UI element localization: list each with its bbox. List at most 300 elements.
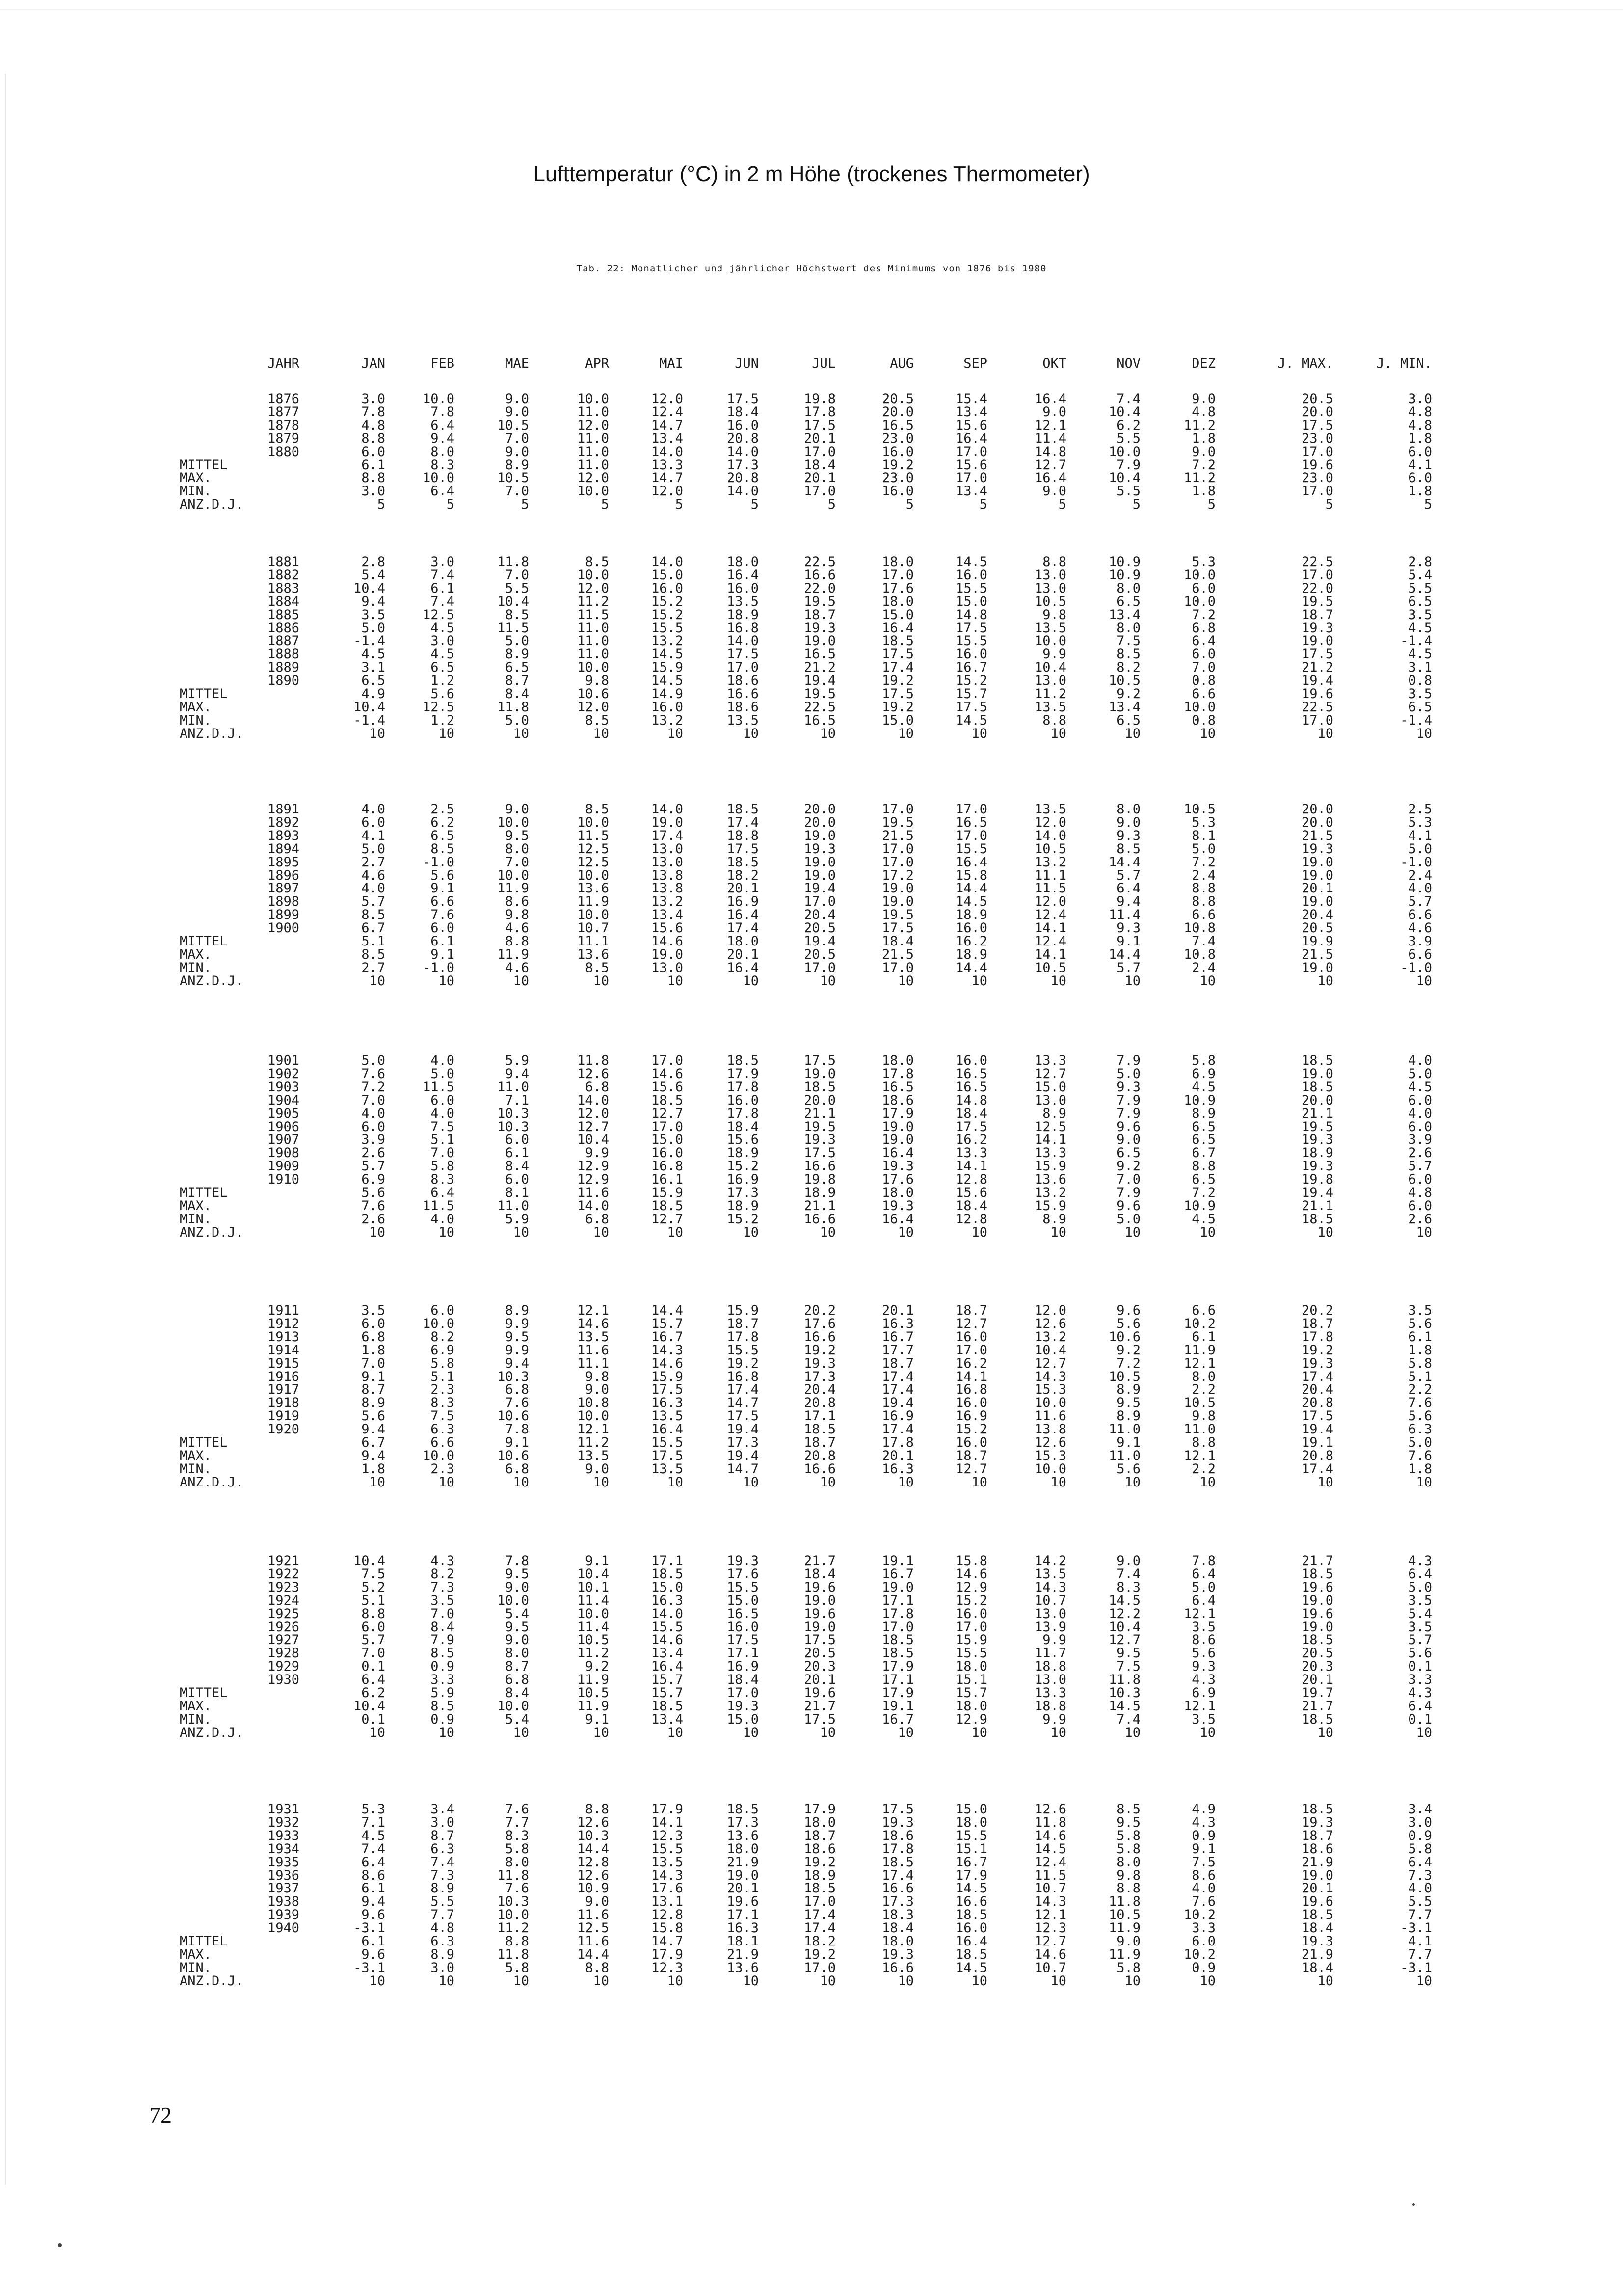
summary-value: 15.6: [955, 1185, 987, 1200]
year-cell: 1913: [267, 1329, 299, 1345]
month-value: 6.5: [1192, 1119, 1216, 1134]
month-value: 17.9: [803, 1802, 836, 1817]
annual-max-value: 17.4: [1301, 1369, 1333, 1384]
month-value: 17.0: [955, 444, 987, 459]
month-value: 14.5: [651, 647, 683, 662]
summary-value: 19.6: [803, 1685, 836, 1701]
month-value: 19.6: [803, 1606, 836, 1621]
month-value: 13.5: [1034, 620, 1066, 636]
summary-value: 7.2: [1192, 1185, 1216, 1200]
summary-value: 3.5: [1192, 1711, 1216, 1727]
summary-label: MITTEL: [180, 1934, 228, 1949]
month-value: 6.0: [361, 1619, 385, 1635]
month-value: 15.2: [955, 673, 987, 689]
summary-value: 20.8: [726, 470, 759, 486]
month-value: 13.8: [1034, 1422, 1066, 1437]
summary-value: 6.2: [361, 1685, 385, 1701]
annual-max-value: 20.1: [1301, 1672, 1333, 1688]
month-value: 17.5: [651, 1382, 683, 1398]
summary-annual-min: 7.7: [1408, 1946, 1432, 1962]
month-value: 13.8: [651, 881, 683, 896]
month-value: 6.9: [1192, 1066, 1216, 1081]
month-value: 11.0: [1183, 1422, 1216, 1437]
month-value: 16.6: [881, 1881, 914, 1896]
annual-min-value: 3.9: [1408, 1132, 1432, 1148]
summary-value: 15.5: [651, 1435, 683, 1450]
month-value: 17.6: [726, 1566, 759, 1582]
month-value: 14.6: [955, 1566, 987, 1582]
year-cell: 1879: [267, 431, 299, 446]
month-value: 12.4: [1034, 907, 1066, 923]
month-value: 10.1: [577, 1579, 609, 1595]
summary-row: [0, 485, 1623, 498]
summary-value: 10: [1199, 726, 1216, 741]
summary-annual-min: 10: [1416, 1474, 1432, 1490]
year-cell: 1876: [267, 391, 299, 406]
summary-value: 15.0: [881, 712, 914, 728]
month-value: 11.5: [422, 1079, 454, 1095]
page-number: 72: [149, 2103, 172, 2128]
table-row: [0, 568, 1623, 582]
month-value: 5.8: [430, 1159, 454, 1174]
summary-label: MIN.: [180, 484, 212, 499]
year-cell: 1900: [267, 920, 299, 936]
month-value: 6.0: [505, 1172, 529, 1188]
month-value: 14.0: [726, 444, 759, 459]
month-value: 20.5: [881, 391, 914, 406]
year-cell: 1884: [267, 594, 299, 609]
summary-value: 12.9: [955, 1711, 987, 1727]
table-row: [0, 648, 1623, 661]
summary-annual-max: 21.7: [1301, 1698, 1333, 1714]
summary-value: 6.1: [430, 934, 454, 949]
summary-annual-min: -1.0: [1400, 960, 1432, 975]
month-value: 12.7: [1034, 1066, 1066, 1081]
summary-label: MITTEL: [180, 1185, 228, 1200]
month-value: 9.3: [1192, 1659, 1216, 1675]
summary-value: 14.1: [1034, 946, 1066, 962]
header-month-feb: FEB: [430, 356, 454, 371]
month-value: 10.3: [497, 1106, 529, 1121]
month-value: 16.4: [651, 1422, 683, 1437]
year-cell: 1937: [267, 1881, 299, 1896]
summary-value: 10: [1124, 973, 1141, 989]
summary-value: 19.2: [803, 1946, 836, 1962]
summary-value: 13.4: [955, 484, 987, 499]
summary-value: 20.8: [803, 1448, 836, 1463]
summary-value: 18.0: [726, 934, 759, 949]
annual-max-value: 19.0: [1301, 854, 1333, 870]
summary-value: 19.3: [726, 1698, 759, 1714]
summary-label: MITTEL: [180, 1685, 228, 1701]
annual-min-value: 2.8: [1408, 554, 1432, 569]
year-cell: 1915: [267, 1355, 299, 1371]
table-row: [0, 1908, 1623, 1921]
summary-value: 19.3: [881, 1946, 914, 1962]
summary-value: 16.0: [651, 699, 683, 715]
month-value: 8.9: [1117, 1382, 1141, 1398]
annual-max-value: 18.5: [1301, 1566, 1333, 1582]
month-value: 6.3: [430, 1841, 454, 1857]
month-value: 4.0: [1192, 1881, 1216, 1896]
summary-value: 17.3: [726, 1435, 759, 1450]
annual-min-value: 7.6: [1408, 1395, 1432, 1411]
month-value: 17.3: [803, 1369, 836, 1384]
summary-annual-max: 19.7: [1301, 1685, 1333, 1701]
month-value: 4.0: [361, 881, 385, 896]
month-value: 17.5: [726, 841, 759, 857]
month-value: 18.2: [726, 867, 759, 883]
month-value: 17.0: [881, 802, 914, 817]
month-value: 14.8: [955, 1092, 987, 1108]
month-value: 9.4: [361, 1894, 385, 1910]
month-value: 8.9: [1117, 1408, 1141, 1424]
summary-value: 11.6: [577, 1185, 609, 1200]
month-value: 6.5: [430, 660, 454, 675]
summary-value: 10: [369, 1725, 385, 1740]
summary-value: 5: [905, 497, 914, 513]
annual-max-value: 19.5: [1301, 1119, 1333, 1134]
month-value: 10.6: [497, 1408, 529, 1424]
summary-annual-min: 0.1: [1408, 1711, 1432, 1727]
month-value: 16.5: [803, 647, 836, 662]
summary-value: 19.4: [726, 1448, 759, 1463]
month-value: 7.4: [430, 594, 454, 609]
summary-value: 10: [971, 1725, 987, 1740]
summary-value: 14.0: [577, 1198, 609, 1214]
summary-value: 9.2: [1117, 686, 1141, 702]
summary-value: 5.9: [430, 1685, 454, 1701]
annual-max-value: 19.0: [1301, 894, 1333, 910]
month-value: 13.3: [955, 1145, 987, 1161]
month-value: 8.9: [505, 647, 529, 662]
month-value: 10.4: [1108, 404, 1141, 420]
month-value: 17.9: [881, 1659, 914, 1675]
summary-value: 10: [513, 1725, 529, 1740]
month-value: 11.5: [577, 607, 609, 622]
year-cell: 1895: [267, 854, 299, 870]
year-cell: 1892: [267, 814, 299, 830]
summary-value: 9.1: [585, 1711, 609, 1727]
annual-min-value: 4.0: [1408, 1881, 1432, 1896]
month-value: 17.5: [726, 391, 759, 406]
table-row: [0, 674, 1623, 687]
annual-min-value: 5.7: [1408, 1159, 1432, 1174]
month-value: 9.0: [1117, 1553, 1141, 1568]
summary-annual-max: 17.0: [1301, 712, 1333, 728]
summary-annual-max: 18.4: [1301, 1960, 1333, 1975]
month-value: 17.5: [881, 647, 914, 662]
month-value: 18.0: [726, 554, 759, 569]
summary-value: 9.9: [1042, 1711, 1066, 1727]
month-value: 16.5: [881, 417, 914, 433]
summary-value: 6.8: [585, 1211, 609, 1227]
summary-value: 21.9: [726, 1946, 759, 1962]
month-value: 16.4: [726, 567, 759, 583]
month-value: 18.6: [726, 673, 759, 689]
month-value: 16.7: [881, 1329, 914, 1345]
summary-value: 5: [521, 497, 529, 513]
summary-value: 10: [898, 1973, 914, 1989]
month-value: 12.1: [1183, 1606, 1216, 1621]
month-value: 4.9: [1192, 1802, 1216, 1817]
summary-annual-max: 5: [1325, 497, 1333, 513]
month-value: 14.5: [1034, 1841, 1066, 1857]
month-value: 17.0: [651, 1119, 683, 1134]
month-value: 8.9: [1192, 1106, 1216, 1121]
annual-max-value: 19.4: [1301, 1422, 1333, 1437]
annual-max-value: 19.3: [1301, 1814, 1333, 1830]
month-value: 8.4: [430, 1619, 454, 1635]
month-value: 14.5: [1108, 1593, 1141, 1608]
month-value: 2.3: [430, 1382, 454, 1398]
annual-min-value: 3.3: [1408, 1672, 1432, 1688]
month-value: 18.5: [726, 1053, 759, 1068]
month-value: 16.4: [651, 1659, 683, 1675]
month-value: 17.1: [881, 1593, 914, 1608]
month-value: 19.0: [881, 1119, 914, 1134]
summary-value: 16.0: [881, 484, 914, 499]
month-value: 4.0: [361, 1106, 385, 1121]
month-value: 5.0: [361, 1053, 385, 1068]
summary-value: 8.8: [505, 1934, 529, 1949]
month-value: 7.5: [430, 1408, 454, 1424]
summary-value: 10: [971, 726, 987, 741]
year-cell: 1896: [267, 867, 299, 883]
month-value: 19.3: [803, 841, 836, 857]
summary-value: 10: [898, 1725, 914, 1740]
month-value: 6.4: [361, 1672, 385, 1688]
summary-value: 2.2: [1192, 1461, 1216, 1477]
table-row: [0, 882, 1623, 895]
month-value: 5.8: [1117, 1828, 1141, 1843]
month-value: 8.9: [361, 1395, 385, 1411]
month-value: 18.7: [803, 1828, 836, 1843]
month-value: 18.6: [881, 1828, 914, 1843]
table-row: [0, 1660, 1623, 1673]
month-value: 7.0: [361, 1646, 385, 1661]
summary-annual-min: 3.9: [1408, 934, 1432, 949]
table-row: [0, 1554, 1623, 1567]
summary-value: 5.6: [1117, 1461, 1141, 1477]
month-value: 17.5: [803, 1145, 836, 1161]
month-value: 11.2: [577, 594, 609, 609]
summary-label: MAX.: [180, 1698, 212, 1714]
month-value: 12.1: [577, 1303, 609, 1318]
month-value: 7.4: [361, 1841, 385, 1857]
annual-min-value: 5.0: [1408, 841, 1432, 857]
month-value: 6.9: [430, 1342, 454, 1358]
month-value: 9.0: [1117, 814, 1141, 830]
summary-annual-max: 19.9: [1301, 934, 1333, 949]
summary-value: 5: [377, 497, 385, 513]
month-value: 7.7: [430, 1907, 454, 1923]
month-value: 15.5: [955, 633, 987, 649]
month-value: 15.0: [955, 1802, 987, 1817]
summary-value: 10: [1199, 1224, 1216, 1240]
month-value: 9.9: [585, 1145, 609, 1161]
summary-value: 10: [820, 1973, 836, 1989]
annual-min-value: 6.4: [1408, 1566, 1432, 1582]
month-value: 9.4: [1117, 894, 1141, 910]
month-value: 9.4: [505, 1066, 529, 1081]
summary-row: [0, 687, 1623, 701]
summary-value: 5: [750, 497, 759, 513]
header-month-okt: OKT: [1042, 356, 1066, 371]
annual-min-value: 0.9: [1408, 1828, 1432, 1843]
month-value: 6.5: [1192, 1172, 1216, 1188]
summary-value: 6.6: [430, 1435, 454, 1450]
month-value: 11.0: [577, 404, 609, 420]
summary-row: [0, 974, 1623, 988]
annual-min-value: 5.5: [1408, 580, 1432, 596]
month-value: 10.3: [497, 1369, 529, 1384]
month-value: 10.0: [1108, 444, 1141, 459]
summary-value: 1.2: [430, 712, 454, 728]
summary-value: 18.8: [1034, 1698, 1066, 1714]
month-value: 10.0: [577, 814, 609, 830]
month-value: 7.3: [430, 1867, 454, 1883]
annual-max-value: 18.7: [1301, 1828, 1333, 1843]
month-value: 3.0: [430, 633, 454, 649]
month-value: 9.8: [1042, 607, 1066, 622]
month-value: 15.2: [955, 1422, 987, 1437]
month-value: 8.3: [505, 1828, 529, 1843]
month-value: 15.6: [955, 417, 987, 433]
month-value: 6.0: [361, 444, 385, 459]
summary-annual-min: 3.5: [1408, 686, 1432, 702]
summary-label: MITTEL: [180, 457, 228, 473]
annual-max-value: 21.2: [1301, 660, 1333, 675]
month-value: 17.0: [803, 444, 836, 459]
month-value: 9.4: [361, 1422, 385, 1437]
month-value: 8.5: [1117, 841, 1141, 857]
summary-value: 17.8: [881, 1435, 914, 1450]
month-value: 4.3: [430, 1553, 454, 1568]
month-value: 13.0: [1034, 1606, 1066, 1621]
month-value: 16.4: [955, 854, 987, 870]
month-value: 5.1: [430, 1369, 454, 1384]
table-row: [0, 816, 1623, 829]
annual-min-value: 5.1: [1408, 1369, 1432, 1384]
month-value: 11.0: [497, 1079, 529, 1095]
month-value: 13.5: [726, 594, 759, 609]
month-value: 15.8: [955, 867, 987, 883]
month-value: 6.8: [505, 1382, 529, 1398]
month-value: 7.6: [361, 1066, 385, 1081]
month-value: 10.5: [1034, 841, 1066, 857]
month-value: 14.1: [955, 1369, 987, 1384]
month-value: 17.1: [726, 1907, 759, 1923]
year-cell: 1909: [267, 1159, 299, 1174]
table-row: [0, 1423, 1623, 1436]
annual-max-value: 21.1: [1301, 1106, 1333, 1121]
month-value: 18.9: [726, 1145, 759, 1161]
month-value: 15.2: [651, 607, 683, 622]
summary-value: 10: [438, 1973, 454, 1989]
month-value: 12.9: [577, 1159, 609, 1174]
annual-min-value: 3.0: [1408, 1814, 1432, 1830]
month-value: 4.1: [361, 828, 385, 843]
month-value: 15.5: [955, 841, 987, 857]
summary-label: MIN.: [180, 960, 212, 975]
month-value: 14.0: [651, 554, 683, 569]
summary-annual-min: 2.6: [1408, 1211, 1432, 1227]
summary-value: 16.7: [881, 1711, 914, 1727]
year-cell: 1899: [267, 907, 299, 923]
month-value: 0.8: [1192, 673, 1216, 689]
summary-value: 10.5: [577, 1685, 609, 1701]
summary-annual-max: 17.0: [1301, 484, 1333, 499]
summary-row: [0, 1700, 1623, 1713]
month-value: 20.3: [803, 1659, 836, 1675]
scan-speck: [1412, 2203, 1415, 2206]
summary-annual-max: 20.8: [1301, 1448, 1333, 1463]
month-value: 7.0: [505, 567, 529, 583]
month-value: 8.3: [430, 1172, 454, 1188]
year-cell: 1935: [267, 1854, 299, 1870]
annual-max-value: 17.0: [1301, 444, 1333, 459]
month-value: 17.0: [955, 1342, 987, 1358]
month-value: 5.6: [1117, 1316, 1141, 1331]
summary-value: 15.2: [726, 1211, 759, 1227]
month-value: 16.5: [881, 1079, 914, 1095]
annual-max-value: 19.0: [1301, 1619, 1333, 1635]
year-cell: 1877: [267, 404, 299, 420]
summary-row: [0, 1935, 1623, 1948]
summary-value: 7.2: [1192, 457, 1216, 473]
month-value: 16.4: [726, 907, 759, 923]
month-value: 3.4: [430, 1802, 454, 1817]
month-value: -1.0: [422, 854, 454, 870]
month-value: 15.5: [726, 1342, 759, 1358]
summary-value: 6.8: [505, 1461, 529, 1477]
month-value: 17.5: [881, 1802, 914, 1817]
summary-value: 10: [743, 1725, 759, 1740]
month-value: 3.5: [1192, 1619, 1216, 1635]
month-value: 11.4: [577, 1593, 609, 1608]
month-value: 16.3: [881, 1316, 914, 1331]
month-value: 6.0: [430, 920, 454, 936]
month-value: 13.4: [651, 1646, 683, 1661]
annual-min-value: 4.8: [1408, 404, 1432, 420]
table-row: [0, 419, 1623, 432]
month-value: 19.0: [803, 867, 836, 883]
month-value: 17.5: [803, 1632, 836, 1648]
summary-value: 13.6: [577, 946, 609, 962]
summary-value: 19.1: [881, 1698, 914, 1714]
table-row: [0, 895, 1623, 908]
year-cell: 1925: [267, 1606, 299, 1621]
month-value: 10.2: [1183, 1907, 1216, 1923]
month-value: 13.9: [1034, 1619, 1066, 1635]
summary-annual-min: 6.5: [1408, 699, 1432, 715]
annual-max-value: 20.1: [1301, 881, 1333, 896]
month-value: 8.5: [361, 907, 385, 923]
month-value: 12.9: [577, 1172, 609, 1188]
summary-value: 9.1: [1117, 1435, 1141, 1450]
month-value: 5.3: [361, 1802, 385, 1817]
month-value: 19.0: [881, 881, 914, 896]
annual-min-value: 7.3: [1408, 1867, 1432, 1883]
table-row: [0, 1120, 1623, 1134]
month-value: 7.5: [430, 1119, 454, 1134]
summary-value: 10: [820, 973, 836, 989]
table-row: [0, 1304, 1623, 1317]
summary-value: 5: [1132, 497, 1141, 513]
month-value: 15.5: [955, 1828, 987, 1843]
table-row: [0, 445, 1623, 459]
